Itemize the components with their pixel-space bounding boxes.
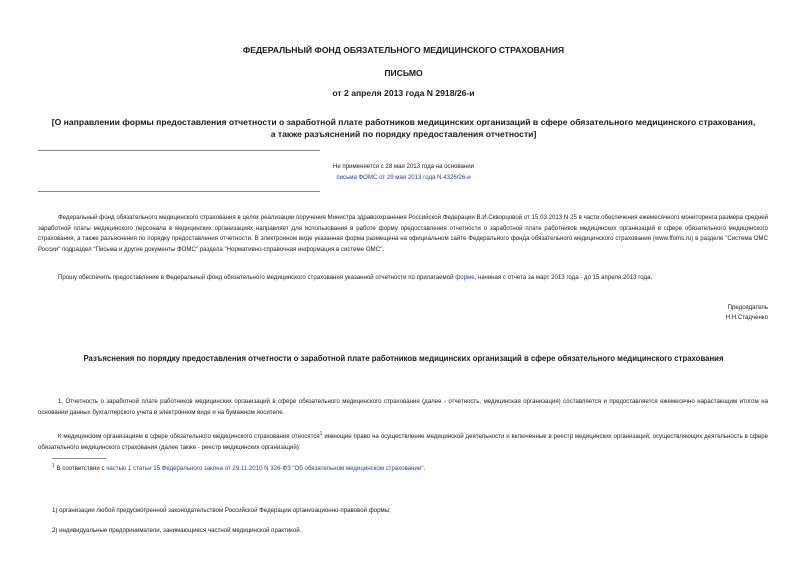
section-paragraph-1: 1. Отчетность о заработной плате работников медицинских организаций в сфере обязательного медицинского страхования (далее - отчетность, медицинская организация) составляется и предоставляется ежемесячно нарастающим итогом на основании данных бухгалтерского учета в электронном виде и на бумажном носителе. — [38, 398, 768, 416]
letter-paragraph-2-text: Прошу обеспечить предоставление в Федеральный фонд обязательного медицинского страхования указанной отчетности по прилагаемой — [58, 274, 456, 281]
document-subject-line1: [О направлении формы предоставления отчетности о заработной плате работников медицинских организаций в сфере обязательного медицинского страхования, — [51, 117, 756, 127]
letter-paragraph-1: Федеральный фонд обязательного медицинского страхования в целях реализации поручения Министра здравоохранения Российской Федерации В.И.Скворцовой от 15.03.2013 N 25 в части обеспечения ежемесячного мониторинга размера средней заработной платы медицинского персонала в медицинских организациях направляет для использования в работе форму предоставления отчетности о заработной плате работников медицинских организаций в сфере обязательного медицинского страхования, а также разъяснения по порядку предоставления отчетности. В электронном виде указанная форма размещена на официальном сайте Федерального фонда обязательного медицинского страхования (www.ffoms.ru) в разделе "Система ОМС России" подраздел "Письма и другие документы ФОМС" раздела "Нормативно-справочная информация в системе ОМС". — [38, 214, 768, 253]
footnote-text: В соответствии с — [56, 465, 107, 473]
divider-bottom — [38, 191, 320, 192]
footnote — [52, 461, 768, 475]
list-item-2: 2) индивидуальные предприниматели, занимающиеся частной медицинской практикой. — [52, 527, 302, 534]
signature-name: Н.Н.Стадченко — [725, 314, 768, 321]
footnote-text-end: . — [423, 465, 426, 473]
organization-title: ФЕДЕРАЛЬНЫЙ ФОНД ОБЯЗАТЕЛЬНОГО МЕДИЦИНСКОГО СТРАХОВАНИЯ — [242, 45, 565, 55]
footnote-divider — [52, 458, 106, 459]
section-title: Разъяснения по порядку предоставления отчетности о заработной плате работников медицинских организаций в сфере обязательного медицинского страхования — [83, 354, 724, 363]
document-date-number: от 2 апреля 2013 года N 2918/26-и — [332, 88, 475, 98]
letter-paragraph-2-text-end: , начиная с отчета за март 2013 года - до 15 апреля 2013 года. — [474, 274, 653, 281]
document-type: ПИСЬМО — [384, 68, 423, 78]
status-link[interactable]: письма ФОМС от 29 мая 2013 года N 4326/26-и — [336, 174, 471, 181]
divider-top — [38, 150, 320, 151]
section-paragraph-2-text: К медицинским организациям в сфере обязательного медицинского страхования относятся — [58, 433, 320, 441]
section-paragraph-2 — [38, 429, 768, 453]
footnote-number: 1 — [52, 463, 55, 469]
status-text: Не применяется с 28 мая 2013 года на основании — [332, 163, 475, 170]
document-subject-line2: а также разъяснений по порядку предоставления отчетности] — [270, 129, 537, 139]
section-paragraph-2-text-end: имеющие право на осуществление медицинской деятельности и включенные в реестр медицинских организаций, осуществляющих деятельность в сфере обязательного медицинского страхования (далее также - реестр медицинских организаций): — [38, 433, 768, 451]
footnote-reference[interactable]: 1 — [319, 431, 323, 437]
form-link[interactable]: форме — [455, 274, 475, 281]
footnote-law-link[interactable]: частью 1 статьи 15 Федерального закона от 29.11.2010 N 326-ФЗ "Об обязательном медицинском страховании" — [106, 465, 424, 473]
letter-paragraph-2 — [38, 273, 768, 284]
signature-title: Председатель — [727, 304, 768, 311]
list-item-1: 1) организации любой предусмотренной законодательством Российской Федерации организационно-правовой формы; — [52, 507, 391, 514]
